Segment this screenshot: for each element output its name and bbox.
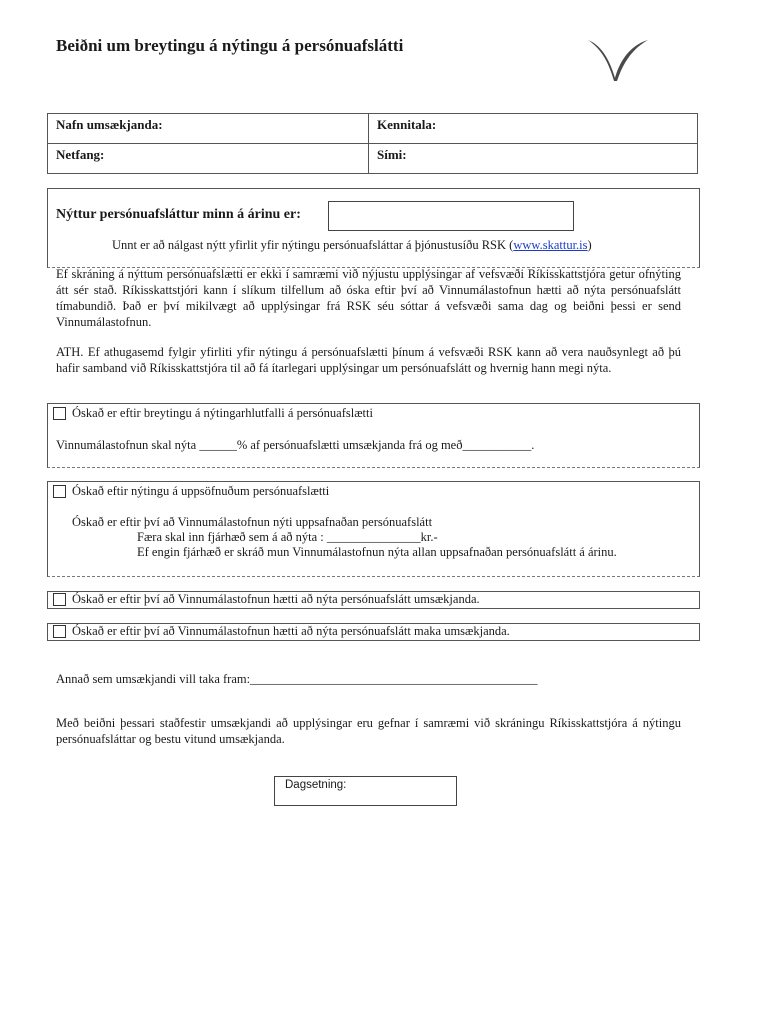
- option-rate-change-line: Vinnumálastofnun skal nýta ______% af persónuafslætti umsækjanda frá og með___________.: [56, 438, 535, 452]
- option-rate-change-label: Óskað er eftir breytingu á nýtingarhlutfalli á persónuafslætti: [72, 406, 373, 420]
- used-allowance-input[interactable]: [328, 201, 574, 231]
- date-field[interactable]: [274, 776, 457, 806]
- phone-field[interactable]: [369, 144, 698, 174]
- hint-suffix: ): [587, 238, 592, 252]
- email-label: Netfang:: [56, 147, 105, 162]
- option-stop-applicant-label: Óskað er eftir því að Vinnumálastofnun hætti að nýta persónuafslátt umsækjanda.: [72, 592, 480, 606]
- option-stop-spouse-label: Óskað er eftir því að Vinnumálastofnun hætti að nýta persónuafslátt maka umsækjanda.: [72, 624, 510, 638]
- hint-prefix: Unnt er að nálgast nýtt yfirlit yfir nýtingu persónuafsláttar á þjónustusíðu RSK (: [112, 238, 514, 252]
- vinnumalastofnun-logo-icon: [588, 38, 650, 82]
- page-title: Beiðni um breytingu á nýtingu á persónuafslátti: [56, 36, 404, 55]
- applicant-name-field[interactable]: [48, 114, 369, 144]
- used-allowance-hint: [112, 238, 592, 253]
- applicant-name-label: Nafn umsækjanda:: [56, 117, 163, 132]
- applicant-info-table: [47, 113, 698, 174]
- other-remarks-line[interactable]: Annað sem umsækjandi vill taka fram:______________________________________________: [56, 672, 538, 686]
- kennitala-field[interactable]: [369, 114, 698, 144]
- option-rate-change-checkbox[interactable]: [53, 407, 66, 420]
- email-field[interactable]: [48, 144, 369, 174]
- phone-label: Sími:: [377, 147, 407, 162]
- date-label: Dagsetning:: [285, 779, 347, 791]
- info-paragraph-1: Ef skráning á nýttum persónuafslætti er ekki í samræmi við nýjustu upplýsingar af vefsvæði Ríkisskattstjóra getur ofnýting átt sér stað. Ríkisskattstjóri kann í slíkum tilfellum að óska eftir því að Vinnumálastofnun hætti að nýta persónuafslátt tímabundið. Það er því mikilvægt að upplýsingar frá RSK séu sóttar á vefsvæði sama dag og beiðni þessi er send Vinnumálastofnun.: [56, 267, 681, 329]
- option-accumulated-amount-line: Færa skal inn fjárhæð sem á að nýta : _______________kr.-: [137, 530, 438, 544]
- info-paragraph-2: ATH. Ef athugasemd fylgir yfirliti yfir nýtingu á persónuafslætti þínum á vefsvæði RSK kann að vera nauðsynlegt að þú hafir samband við Ríkisskattstjóra til að fá ítarlegari upplýsingar um persónuafslátt og hvernig hann megi nýta.: [56, 345, 681, 375]
- option-stop-applicant-checkbox[interactable]: [53, 593, 66, 606]
- skattur-link[interactable]: www.skattur.is: [513, 238, 588, 252]
- option-accumulated-checkbox[interactable]: [53, 485, 66, 498]
- confirmation-paragraph: Með beiðni þessari staðfestir umsækjandi að upplýsingar eru gefnar í samræmi við skráningu Ríkisskattstjóra á nýtingu persónuafsláttar og bestu vitund umsækjanda.: [56, 716, 681, 746]
- used-allowance-label: Nýttur persónuafsláttur minn á árinu er:: [56, 207, 301, 222]
- option-accumulated-line-3: Ef engin fjárhæð er skráð mun Vinnumálastofnun nýta allan uppsafnaðan persónuafslátt á árinu.: [137, 545, 617, 559]
- option-accumulated-line-1: Óskað er eftir því að Vinnumálastofnun nýti uppsafnaðan persónuafslátt: [72, 515, 433, 529]
- option-stop-spouse-checkbox[interactable]: [53, 625, 66, 638]
- option-accumulated-label: Óskað eftir nýtingu á uppsöfnuðum persónuafslætti: [72, 484, 330, 498]
- kennitala-label: Kennitala:: [377, 117, 437, 132]
